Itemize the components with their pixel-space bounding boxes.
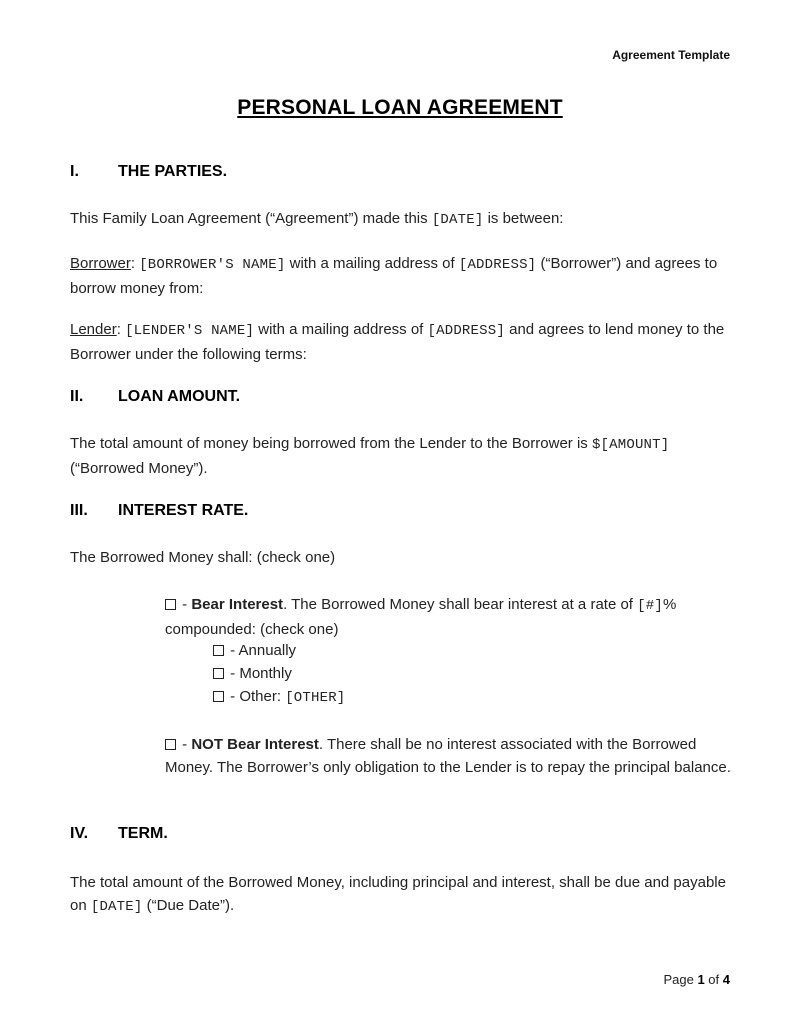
page-number — [663, 972, 730, 987]
text: - — [178, 736, 192, 753]
text: : — [116, 321, 126, 338]
text: - — [178, 596, 192, 613]
text: - Monthly — [226, 665, 292, 682]
section-heading-parties — [70, 163, 227, 181]
page-total: 4 — [722, 972, 730, 987]
section-number: III. — [70, 502, 88, 519]
checkbox-other[interactable] — [213, 691, 224, 702]
section-number: IV. — [70, 825, 89, 842]
lender-name-placeholder: [LENDER'S NAME] — [125, 323, 255, 339]
lender-label: Lender — [70, 321, 117, 338]
text: with a mailing address of — [285, 255, 459, 272]
text: % compounded: (check one) — [165, 596, 677, 638]
compound-option-other — [213, 685, 345, 710]
term-paragraph — [70, 871, 740, 919]
text: - Annually — [226, 642, 297, 659]
lender-paragraph — [70, 318, 740, 366]
borrower-label: Borrower — [70, 255, 131, 272]
checkbox-monthly[interactable] — [213, 668, 224, 679]
borrower-address-placeholder: [ADDRESS] — [458, 257, 537, 273]
text: (“Due Date”). — [142, 897, 235, 914]
not-bear-interest-option — [165, 733, 740, 779]
section-number: II. — [70, 388, 84, 405]
loan-amount-paragraph — [70, 432, 740, 480]
text: (“Borrower”) and agrees to borrow money from: — [70, 255, 718, 297]
section-title: LOAN AMOUNT. — [118, 388, 241, 405]
not-bear-interest-label: NOT Bear Interest — [191, 736, 319, 753]
section-heading-term — [70, 825, 168, 843]
page-label: Page — [663, 972, 694, 987]
section-title: THE PARTIES. — [118, 163, 228, 180]
text: The total amount of money being borrowed from the Lender to the Borrower is — [70, 435, 592, 452]
text: (“Borrowed Money”). — [70, 460, 208, 477]
text: The total amount of the Borrowed Money, including principal and interest, shall be due and payable on — [70, 874, 726, 914]
of-label: of — [708, 972, 720, 987]
rate-placeholder: [#] — [637, 598, 663, 614]
checkbox-annually[interactable] — [213, 645, 224, 656]
section-heading-loan-amount — [70, 388, 240, 406]
section-number: I. — [70, 163, 79, 180]
text: is between: — [483, 210, 564, 227]
compound-option-annually — [213, 639, 296, 662]
compound-option-monthly — [213, 662, 292, 685]
lender-address-placeholder: [ADDRESS] — [427, 323, 505, 339]
due-date-placeholder: [DATE] — [90, 899, 143, 915]
header-tag: Agreement Template — [612, 48, 730, 62]
text: and agrees to lend money to the Borrower under the following terms: — [70, 321, 725, 363]
interest-intro-paragraph: The Borrowed Money shall: (check one) — [70, 549, 336, 566]
bear-interest-option — [165, 593, 740, 641]
other-placeholder: [OTHER] — [285, 690, 346, 706]
text: with a mailing address of — [254, 321, 428, 338]
parties-intro-paragraph — [70, 207, 740, 232]
text: - Other: — [226, 688, 286, 705]
borrower-paragraph — [70, 252, 740, 300]
section-title: TERM. — [118, 825, 168, 842]
text: . The Borrowed Money shall bear interest at a rate of — [283, 596, 638, 613]
date-placeholder: [DATE] — [431, 212, 484, 228]
borrower-name-placeholder: [BORROWER'S NAME] — [139, 257, 286, 273]
checkbox-not-bear-interest[interactable] — [165, 739, 176, 750]
page-current: 1 — [697, 972, 705, 987]
section-heading-interest-rate — [70, 502, 248, 520]
bear-interest-label: Bear Interest — [191, 596, 284, 613]
text: This Family Loan Agreement (“Agreement”) made this — [70, 210, 432, 227]
text: : — [130, 255, 140, 272]
document-title: PERSONAL LOAN AGREEMENT — [237, 96, 563, 119]
section-title: INTEREST RATE. — [118, 502, 249, 519]
checkbox-bear-interest[interactable] — [165, 599, 176, 610]
amount-placeholder: $[AMOUNT] — [591, 437, 670, 453]
text: . There shall be no interest associated with the Borrowed Money. The Borrower’s only obligation to the Lender is to repay the principal balance. — [165, 736, 731, 776]
